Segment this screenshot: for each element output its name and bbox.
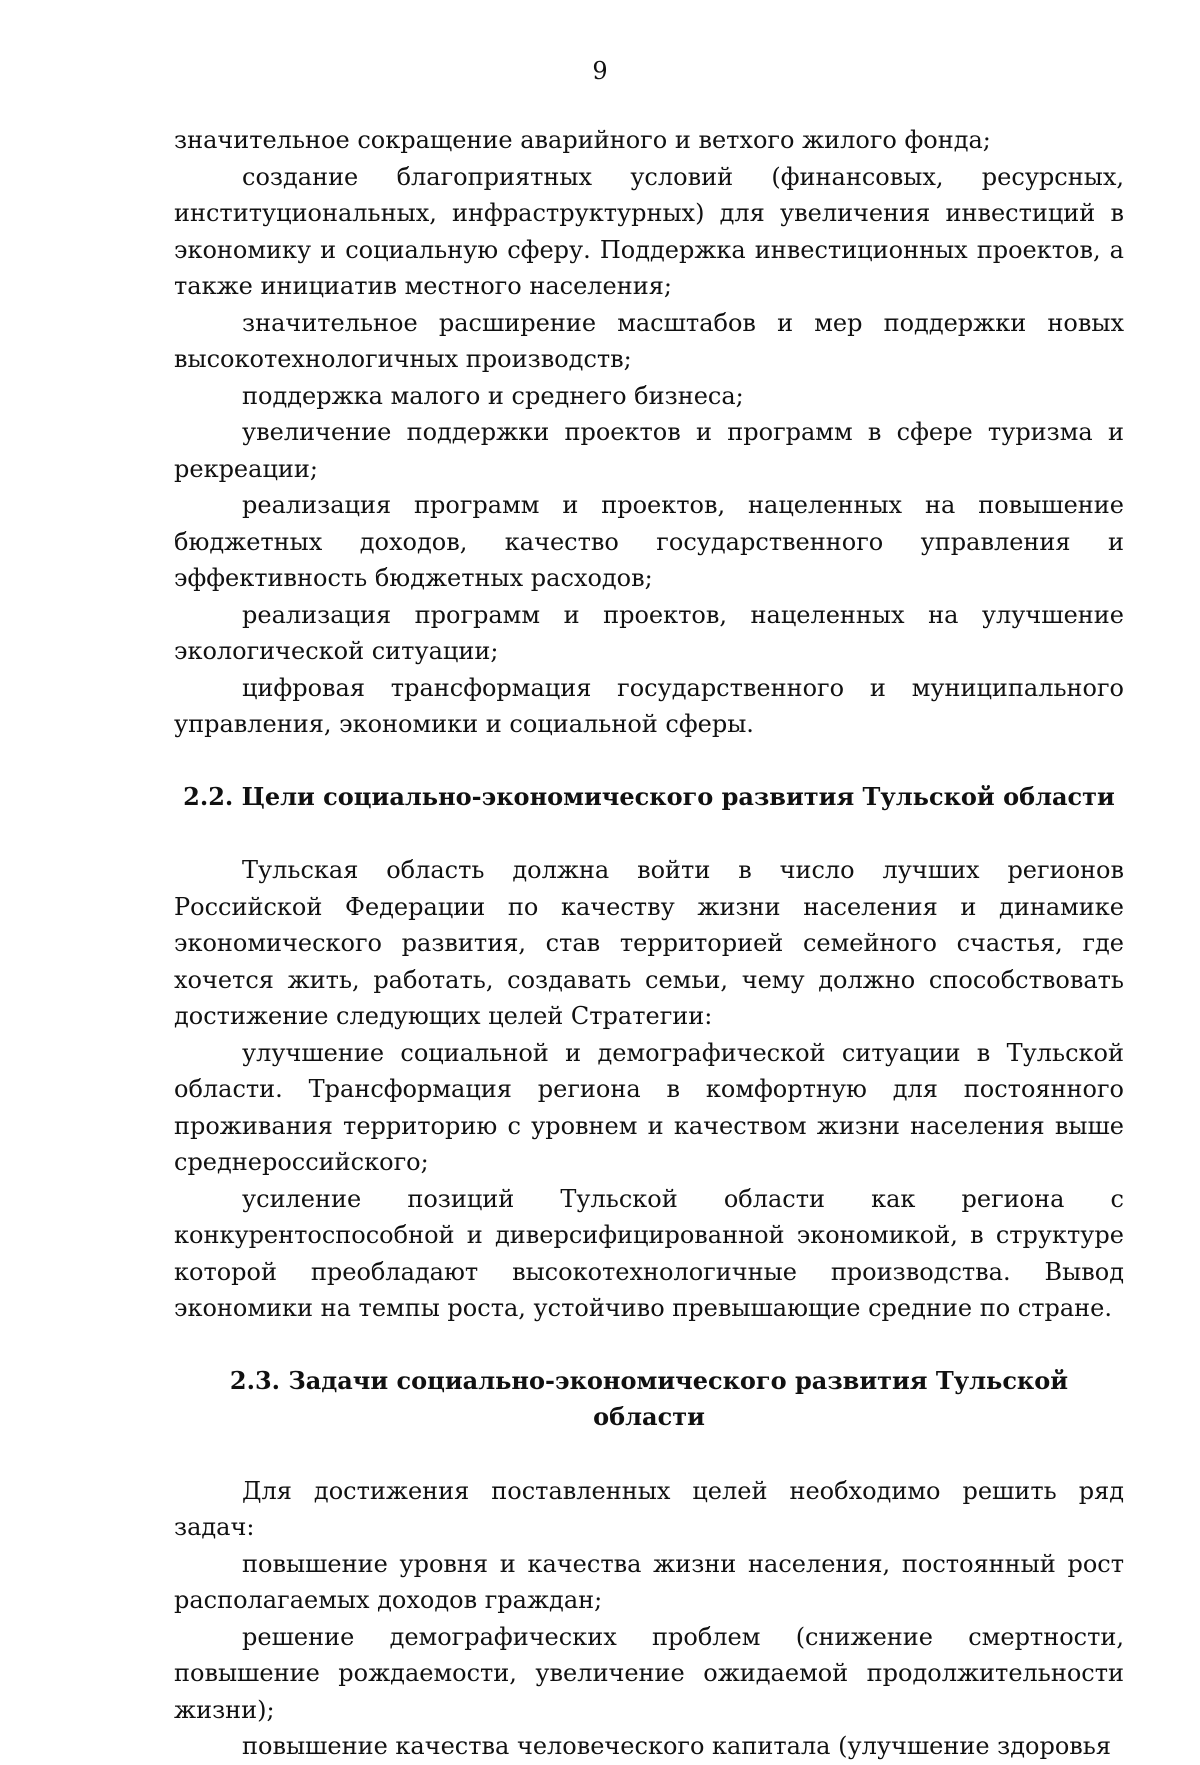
- list-item: поддержка малого и среднего бизнеса;: [242, 381, 744, 410]
- section-heading-2-3: 2.3. Задачи социально-экономического развития Тульской области: [229, 1365, 1069, 1431]
- list-item: реализация программ и проектов, нацеленных на улучшение экологической ситуации;: [174, 600, 1124, 665]
- list-item: увеличение поддержки проектов и программ в сфере туризма и рекреации;: [174, 418, 1124, 483]
- spacer: [174, 743, 1124, 779]
- section-heading-2-2: 2.2. Цели социально-экономического развития Тульской области: [183, 781, 1115, 811]
- list-item: значительное сокращение аварийного и ветхого жилого фонда;: [174, 126, 991, 154]
- list-item: значительное расширение масштабов и мер поддержки новых высокотехнологичных производств;: [174, 308, 1124, 373]
- spacer: [174, 1327, 1124, 1363]
- spacer: [174, 1436, 1124, 1473]
- list-item: цифровая трансформация государственного и муниципального управления, экономики и социальной сферы.: [174, 673, 1124, 738]
- spacer: [174, 815, 1124, 852]
- list-item: повышение уровня и качества жизни населения, постоянный рост располагаемых доходов граждан;: [174, 1549, 1124, 1614]
- document-body: [174, 122, 1124, 1765]
- page-number: 9: [592, 57, 608, 85]
- list-item: усиление позиций Тульской области как региона с конкурентоспособной и диверсифицированной экономикой, в структуре которой преобладают высокотехнологичные производства. Вывод экономики на темпы роста, устойчиво превышающие средние по стране.: [174, 1184, 1124, 1322]
- list-item: повышение качества человеческого капитала (улучшение здоровья: [242, 1732, 1112, 1760]
- list-item: реализация программ и проектов, нацеленных на повышение бюджетных доходов, качество государственного управления и эффективность бюджетных расходов;: [174, 491, 1124, 592]
- list-item: решение демографических проблем (снижение смертности, повышение рождаемости, увеличение ожидаемой продолжительности жизни);: [174, 1622, 1124, 1724]
- paragraph: Для достижения поставленных целей необходимо решить ряд задач:: [174, 1476, 1124, 1541]
- paragraph: Тульская область должна войти в число лучших регионов Российской Федерации по качеству жизни населения и динамике экономического развития, став территорией семейного счастья, где хочется жить, работать, создавать семьи, чему должно способствовать достижение следующих целей Стратегии:: [174, 856, 1124, 1030]
- list-item: создание благоприятных условий (финансовых, ресурсных, институциональных, инфраструктурных) для увеличения инвестиций в экономику и социальную сферу. Поддержка инвестиционных проектов, а также инициатив местного населения;: [174, 162, 1124, 300]
- list-item: улучшение социальной и демографической ситуации в Тульской области. Трансформация региона в комфортную для постоянного проживания территорию с уровнем и качеством жизни населения выше среднероссийского;: [174, 1038, 1124, 1176]
